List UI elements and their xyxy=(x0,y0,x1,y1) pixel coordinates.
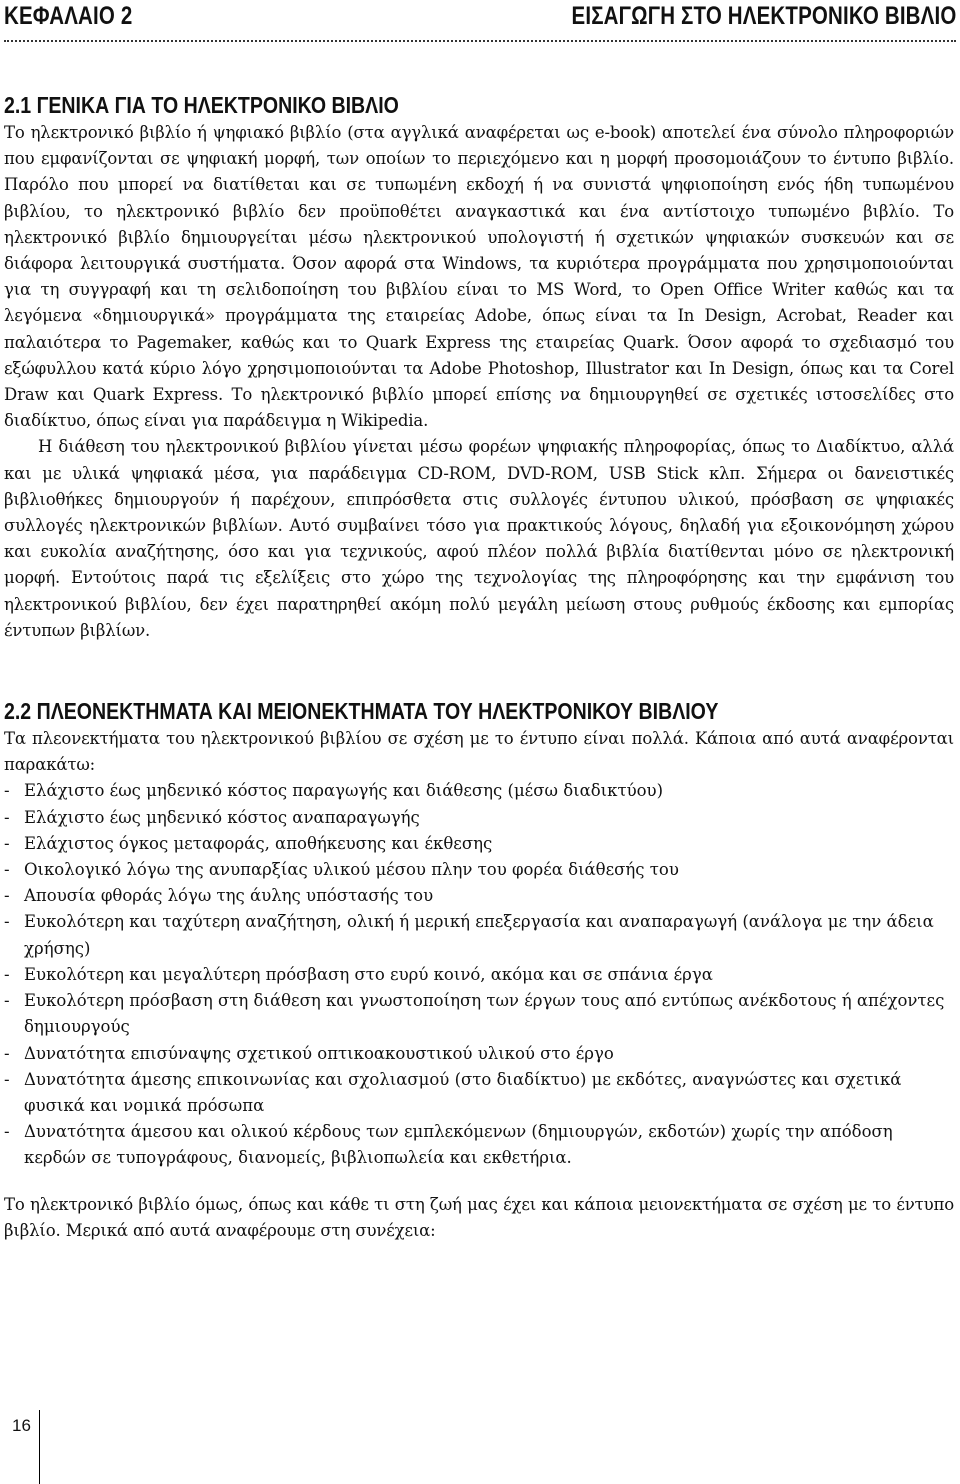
section-2-heading: 2.2 ΠΛΕΟΝΕΚΤΗΜΑΤΑ ΚΑΙ ΜΕΙΟΝΕΚΤΗΜΑΤΑ ΤΟΥ ΗΛΕΚΤΡΟΝΙΚΟΥ ΒΙΒΛΙΟΥ xyxy=(4,698,719,725)
list-item: - Δυνατότητα άμεσου και ολικού κέρδους των εμπλεκόμενων (δημιουργών, εκδοτών) χωρίς την απόδοση κερδών σε τυπογράφους, διανομείς, βιβλιοπωλεία και εκθετήρια. xyxy=(4,1119,954,1171)
advantages-list xyxy=(4,778,954,1171)
list-item: - Ελάχιστο έως μηδενικό κόστος αναπαραγωγής xyxy=(4,805,954,831)
chapter-label: ΚΕΦΑΛΑΙΟ 2 xyxy=(4,2,133,30)
list-item: - Ευκολότερη και μεγαλύτερη πρόσβαση στο ευρύ κοινό, ακόμα και σε σπάνια έργα xyxy=(4,962,954,988)
section-2-closing: Το ηλεκτρονικό βιβλίο όμως, όπως και κάθε τι στη ζωή μας έχει και κάποια μειονεκτήματα σε σχέση με το έντυπο βιβλίο. Μερικά από αυτά αναφέρουμε στη συνέχεια: xyxy=(4,1194,954,1240)
page-number: 16 xyxy=(12,1416,31,1435)
section-1-paragraph-2: Η διάθεση του ηλεκτρονικού βιβλίου γίνεται μέσω φορέων ψηφιακής πληροφορίας, όπως το Διαδίκτυο, αλλά και με υλικά ψηφιακά μέσα, για παράδειγμα CD-ROM, DVD-ROM, USB Stick κλπ. Σήμερα οι δανειστικές βιβλιοθήκες δημιουργούν ή παρέχουν, επιπρόσθετα στις συλλογές έντυπου υλικού, πρόσβαση σε ψηφιακές συλλογές ηλεκτρονικών βιβλίων. Αυτό συμβαίνει τόσο για πρακτικούς λόγους, δηλαδή για εξοικονόμηση χώρου και ευκολία αναζήτησης, όσο και για τεχνικούς, αφού πλέον πολλά βιβλία διατίθενται μόνο σε ηλεκτρονική μορφή. Εντούτοις παρά τις εξελίξεις στο χώρο της τεχνολογίας της πληροφόρησης και την εμφάνιση του ηλεκτρονικού βιβλίου, δεν έχει παρατηρηθεί ακόμη πολύ μεγάλη μείωση στους ρυθμούς έκδοσης και εμπορίας έντυπων βιβλίων. xyxy=(4,437,954,640)
section-2-intro: Τα πλεονεκτήματα του ηλεκτρονικού βιβλίου σε σχέση με το έντυπο είναι πολλά. Κάποια από αυτά αναφέρονται παρακάτω: xyxy=(4,729,954,775)
page-content xyxy=(4,90,954,1244)
list-item: - Απουσία φθοράς λόγω της άυλης υπόστασής του xyxy=(4,883,954,909)
list-item: - Οικολογικό λόγω της ανυπαρξίας υλικού μέσου πλην του φορέα διάθεσής του xyxy=(4,857,954,883)
list-item: - Δυνατότητα άμεσης επικοινωνίας και σχολιασμού (στο διαδίκτυο) με εκδότες, αναγνώστες και σχετικά φυσικά και νομικά πρόσωπα xyxy=(4,1067,954,1119)
footer-rule xyxy=(39,1410,40,1484)
section-1-paragraph-1: Το ηλεκτρονικό βιβλίο ή ψηφιακό βιβλίο (στα αγγλικά αναφέρεται ως e-book) αποτελεί ένα σύνολο πληροφοριών που εμφανίζονται σε ψηφιακή μορφή, των οποίων το περιεχόμενο και η μορφή προσομοιάζουν το έντυπο βιβλίο. Παρόλο που μπορεί να διατίθεται και σε τυπωμένη εκδοχή ή να συνιστά ψηφιοποίηση ενός ήδη τυπωμένου βιβλίου, το ηλεκτρονικό βιβλίο δεν προϋποθέτει αναγκαστικά και ένα αντίστοιχο τυπωμένο βιβλίο. Το ηλεκτρονικό βιβλίο δημιουργείται μέσω ηλεκτρονικού υπολογιστή ή σχετικών ψηφιακών συσκευών και σε διάφορα λειτουργικά συστήματα. Όσον αφορά στα Windows, τα κυριότερα προγράμματα που χρησιμοποιούνται για τη συγγραφή και τη σελιδοποίηση του βιβλίου είναι το MS Word, το Open Office Writer καθώς και τα λεγόμενα «δημιουργικά» προγράμματα της εταιρείας Adobe, όπως είναι τα In Design, Acrobat, Reader και παλαιότερα το Pagemaker, καθώς και το Quark Express της εταιρείας Quark. Όσον αφορά το σχεδιασμό του εξώφυλλου κατά κύριο λόγο χρησιμοποιούνται τα Adobe Photoshop, Illustrator και In Design, όπως και τα Corel Draw και Quark Express. Το ηλεκτρονικό βιβλίο μπορεί επίσης να δημιουργηθεί σε σχετικές ιστοσελίδες στο διαδίκτυο, όπως είναι για παράδειγμα η Wikipedia. xyxy=(4,123,954,431)
page-header xyxy=(4,0,956,42)
list-item: - Ελάχιστο έως μηδενικό κόστος παραγωγής και διάθεσης (μέσω διαδικτύου) xyxy=(4,778,954,804)
section-1-heading: 2.1 ΓΕΝΙΚΑ ΓΙΑ ΤΟ ΗΛΕΚΤΡΟΝΙΚΟ ΒΙΒΛΙΟ xyxy=(4,92,399,118)
list-item: - Ευκολότερη και ταχύτερη αναζήτηση, ολική ή μερική επεξεργασία και αναπαραγωγή (ανάλογα με την άδεια χρήσης) xyxy=(4,909,954,961)
chapter-title: ΕΙΣΑΓΩΓΗ ΣΤΟ ΗΛΕΚΤΡΟΝΙΚΟ ΒΙΒΛΙΟ xyxy=(571,2,956,30)
list-item: - Δυνατότητα επισύναψης σχετικού οπτικοακουστικού υλικού στο έργο xyxy=(4,1041,954,1067)
list-item: - Ελάχιστος όγκος μεταφοράς, αποθήκευσης και έκθεσης xyxy=(4,831,954,857)
list-item: - Ευκολότερη πρόσβαση στη διάθεση και γνωστοποίηση των έργων τους από εντύπως ανέκδοτους ή απέχοντες δημιουργούς xyxy=(4,988,954,1040)
spacer xyxy=(4,1172,954,1192)
